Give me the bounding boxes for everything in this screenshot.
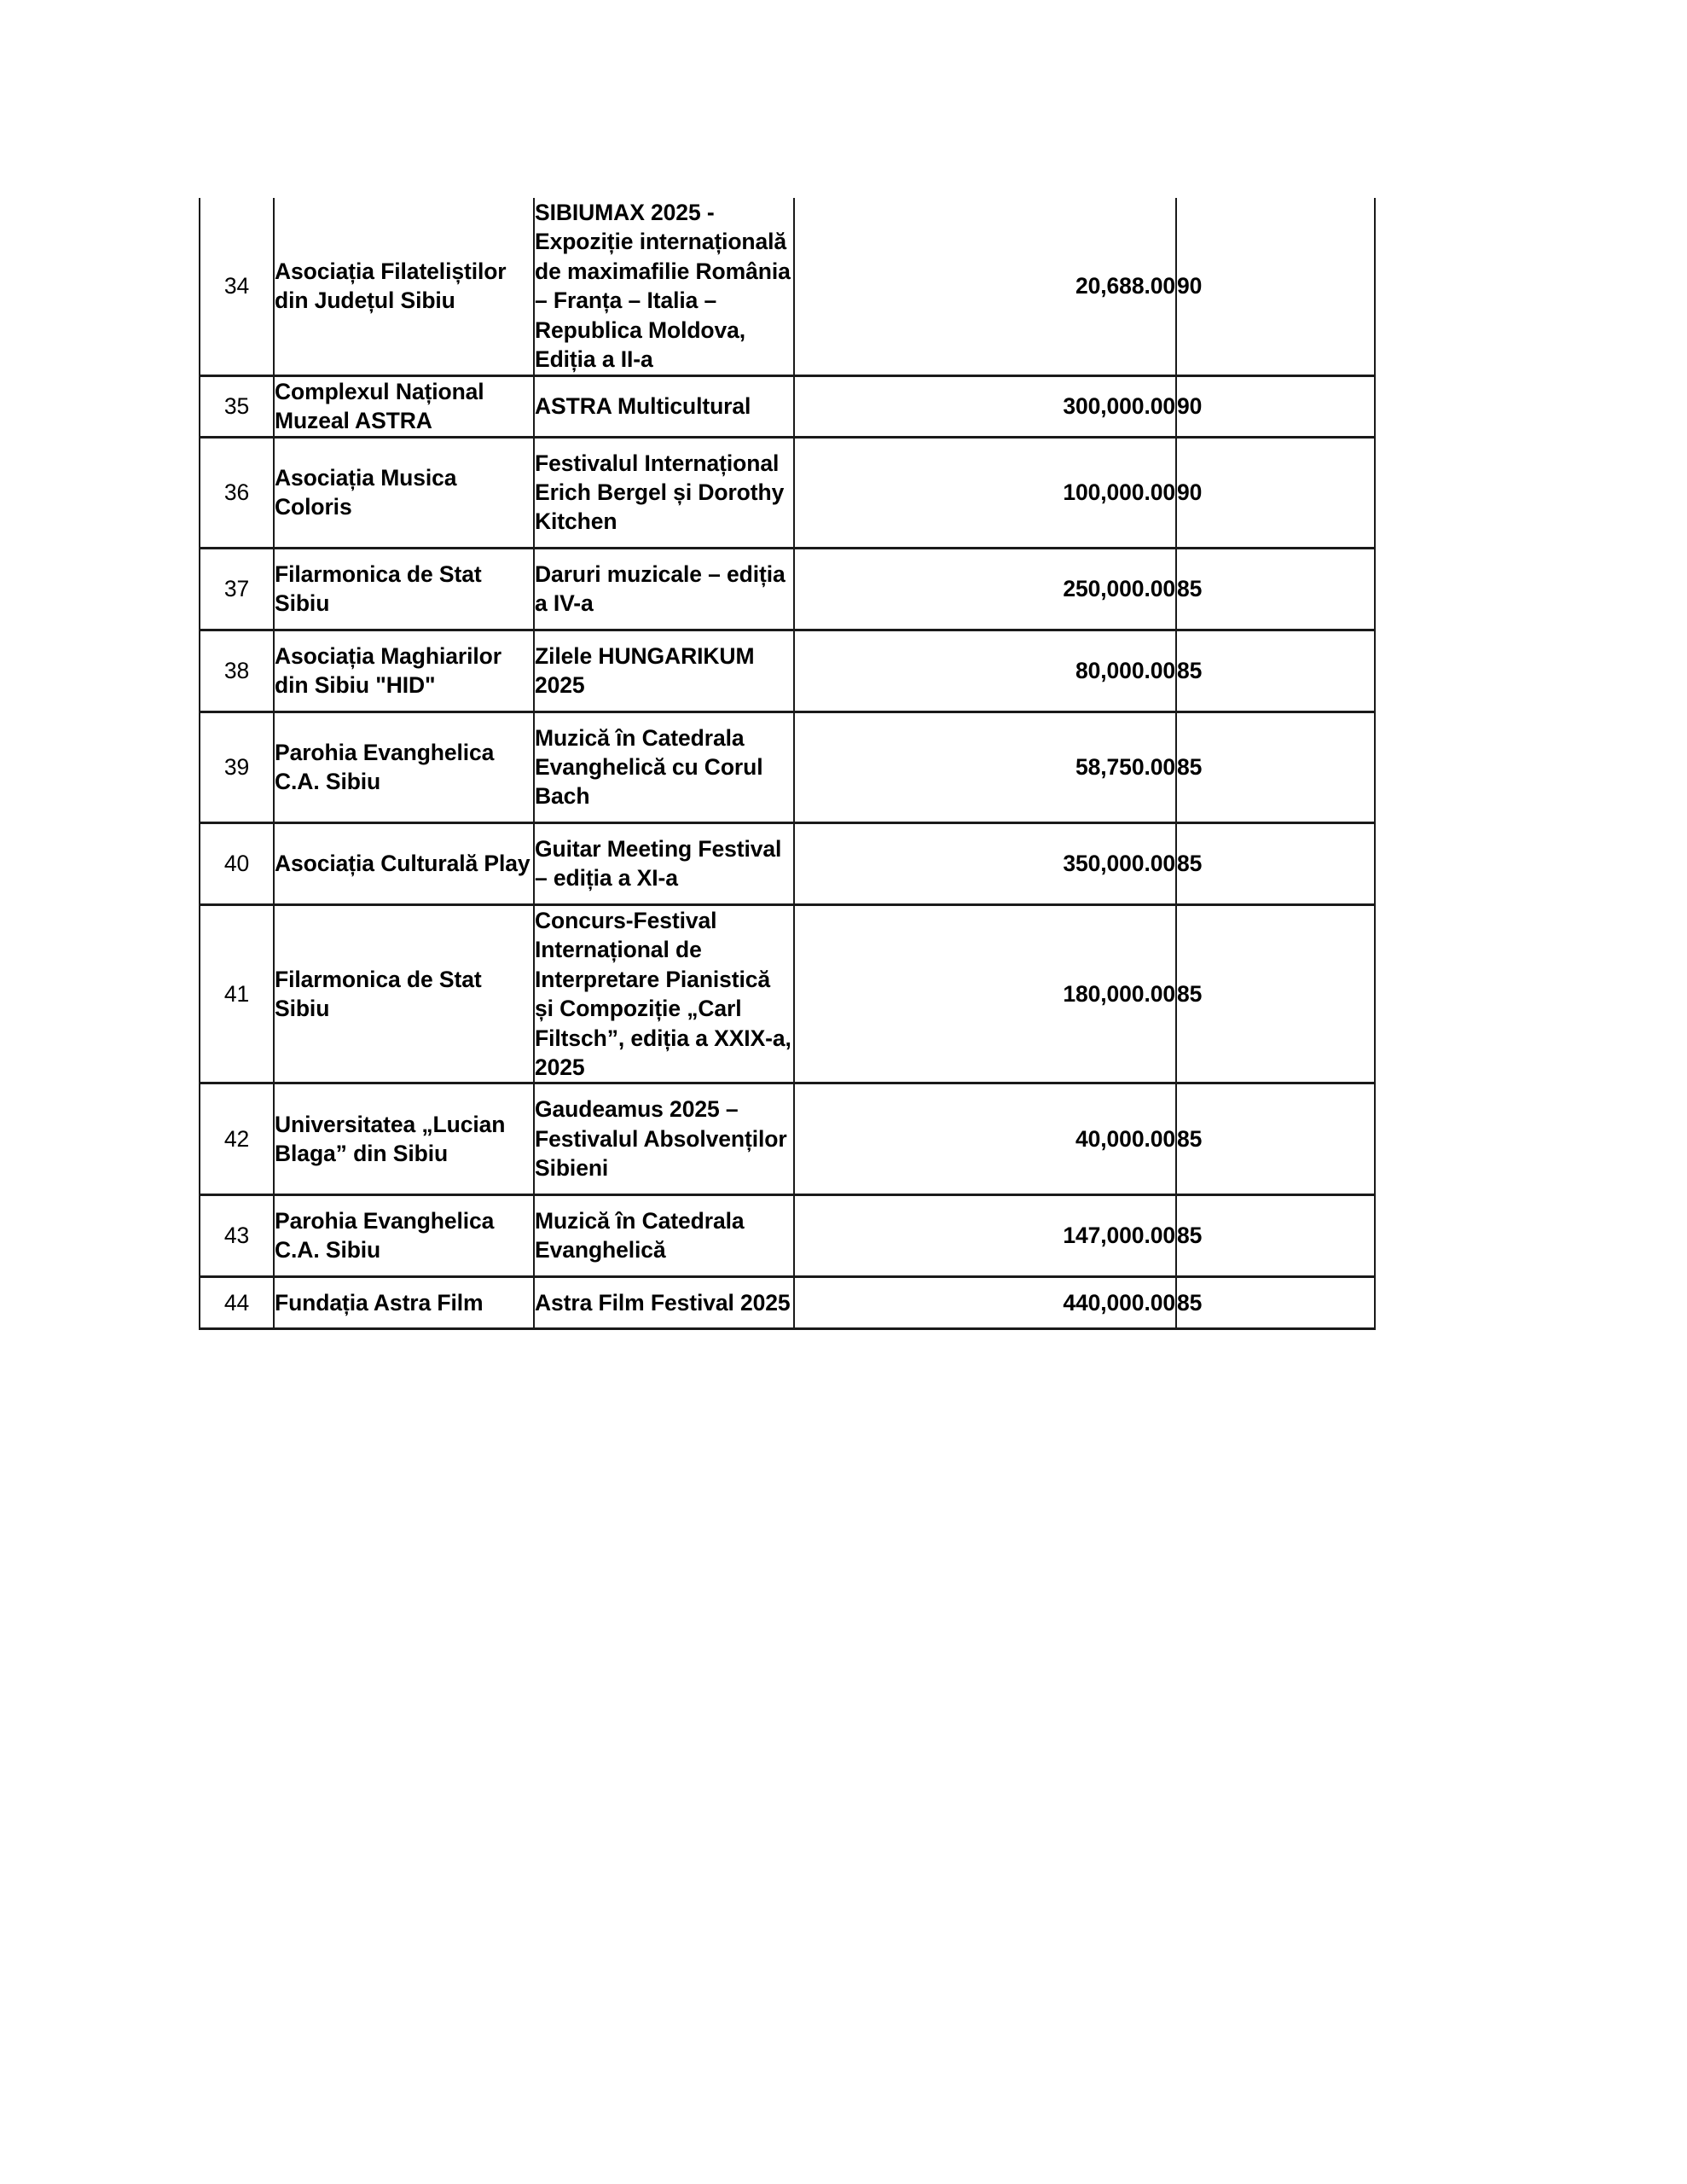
- row-index: 40: [200, 822, 274, 904]
- row-amount: 300,000.00: [794, 375, 1176, 437]
- row-organization: Filarmonica de Stat Sibiu: [274, 548, 534, 630]
- table-row: [200, 548, 1375, 630]
- row-score: 85: [1176, 548, 1375, 630]
- row-organization: Parohia Evanghelica C.A. Sibiu: [274, 712, 534, 822]
- row-score: 90: [1176, 375, 1375, 437]
- row-index: 38: [200, 630, 274, 712]
- row-amount: 58,750.00: [794, 712, 1176, 822]
- row-amount: 80,000.00: [794, 630, 1176, 712]
- row-project: ASTRA Multicultural: [534, 375, 794, 437]
- row-index: 36: [200, 437, 274, 548]
- row-amount: 250,000.00: [794, 548, 1176, 630]
- row-amount: 440,000.00: [794, 1276, 1176, 1328]
- row-score: 85: [1176, 1194, 1375, 1276]
- row-index: 44: [200, 1276, 274, 1328]
- row-project: Muzică în Catedrala Evanghelică: [534, 1194, 794, 1276]
- table-row: [200, 630, 1375, 712]
- row-index: 41: [200, 904, 274, 1083]
- table-row: [200, 712, 1375, 822]
- row-project: Festivalul Internațional Erich Bergel și Dorothy Kitchen: [534, 437, 794, 548]
- row-index: 35: [200, 375, 274, 437]
- row-amount: 40,000.00: [794, 1083, 1176, 1194]
- row-organization: Asociația Filateliștilor din Județul Sibiu: [274, 198, 534, 375]
- row-amount: 180,000.00: [794, 904, 1176, 1083]
- row-project: Zilele HUNGARIKUM 2025: [534, 630, 794, 712]
- grant-table-container: [199, 198, 1374, 1330]
- row-score: 85: [1176, 712, 1375, 822]
- row-project: Gaudeamus 2025 – Festivalul Absolvenților Sibieni: [534, 1083, 794, 1194]
- table-row: [200, 904, 1375, 1083]
- row-project: Astra Film Festival 2025: [534, 1276, 794, 1328]
- table-row: [200, 375, 1375, 437]
- row-organization: Filarmonica de Stat Sibiu: [274, 904, 534, 1083]
- row-organization: Complexul Național Muzeal ASTRA: [274, 375, 534, 437]
- row-score: 85: [1176, 904, 1375, 1083]
- row-project: SIBIUMAX 2025 - Expoziție internațională de maximafilie România – Franța – Italia – Republica Moldova, Ediția a II-a: [534, 198, 794, 375]
- row-score: 85: [1176, 822, 1375, 904]
- table-row: [200, 1083, 1375, 1194]
- row-project: Daruri muzicale – ediția a IV-a: [534, 548, 794, 630]
- row-organization: Parohia Evanghelica C.A. Sibiu: [274, 1194, 534, 1276]
- row-index: 34: [200, 198, 274, 375]
- row-score: 90: [1176, 437, 1375, 548]
- row-score: 90: [1176, 198, 1375, 375]
- row-index: 43: [200, 1194, 274, 1276]
- row-index: 39: [200, 712, 274, 822]
- grant-funding-table: [199, 198, 1376, 1330]
- row-project: Muzică în Catedrala Evanghelică cu Corul Bach: [534, 712, 794, 822]
- row-amount: 350,000.00: [794, 822, 1176, 904]
- row-score: 85: [1176, 1276, 1375, 1328]
- row-score: 85: [1176, 630, 1375, 712]
- table-row: [200, 198, 1375, 375]
- table-body: [200, 198, 1375, 1329]
- row-amount: 20,688.00: [794, 198, 1176, 375]
- table-row: [200, 1276, 1375, 1328]
- row-amount: 147,000.00: [794, 1194, 1176, 1276]
- table-row: [200, 437, 1375, 548]
- row-score: 85: [1176, 1083, 1375, 1194]
- table-row: [200, 822, 1375, 904]
- row-organization: Asociația Maghiarilor din Sibiu "HID": [274, 630, 534, 712]
- row-project: Concurs-Festival Internațional de Interpretare Pianistică și Compoziție „Carl Filtsch”, ediția a XXIX-a, 2025: [534, 904, 794, 1083]
- row-index: 37: [200, 548, 274, 630]
- row-organization: Universitatea „Lucian Blaga” din Sibiu: [274, 1083, 534, 1194]
- row-index: 42: [200, 1083, 274, 1194]
- row-organization: Asociația Culturală Play: [274, 822, 534, 904]
- row-organization: Fundația Astra Film: [274, 1276, 534, 1328]
- row-project: Guitar Meeting Festival – ediția a XI-a: [534, 822, 794, 904]
- row-amount: 100,000.00: [794, 437, 1176, 548]
- table-row: [200, 1194, 1375, 1276]
- row-organization: Asociația Musica Coloris: [274, 437, 534, 548]
